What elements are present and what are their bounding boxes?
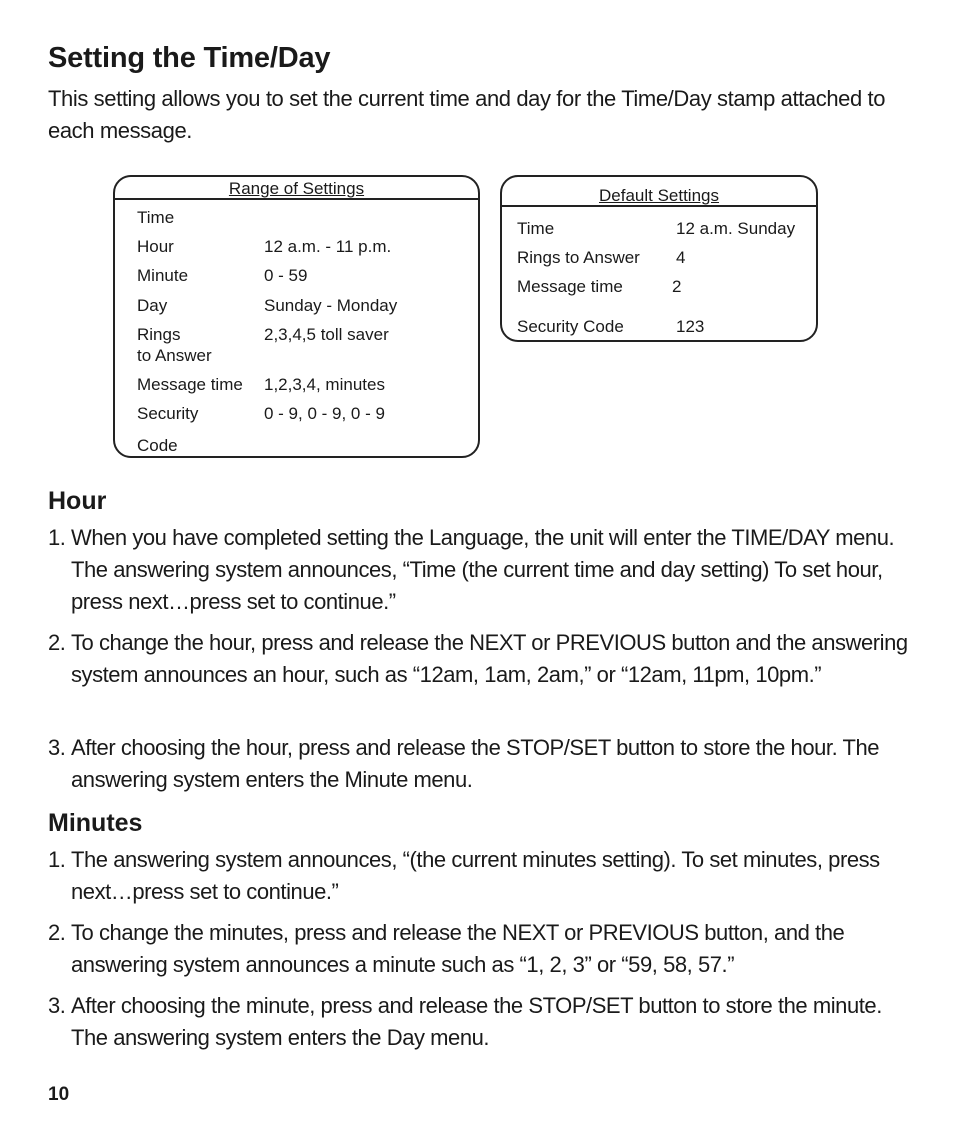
range-row-label: Hour bbox=[137, 237, 174, 256]
step-text: After choosing the minute, press and release the STOP/SET button to store the minute. The answering system enters the Day menu. bbox=[71, 993, 882, 1050]
hour-step bbox=[48, 522, 918, 618]
range-of-settings-box bbox=[113, 175, 480, 458]
step-text: To change the hour, press and release the NEXT or PREVIOUS button and the answering system announces an hour, such as “12am, 1am, 2am,” or “12am, 11pm, 10pm.” bbox=[71, 630, 908, 687]
step-number: 1. bbox=[48, 847, 66, 872]
hour-step bbox=[48, 627, 918, 691]
minutes-step bbox=[48, 917, 918, 981]
default-box-title: Default Settings bbox=[598, 186, 719, 205]
step-number: 3. bbox=[48, 993, 66, 1018]
step-number: 1. bbox=[48, 525, 66, 550]
step-number: 3. bbox=[48, 735, 66, 760]
range-row-label: Time bbox=[137, 208, 175, 227]
minutes-step bbox=[48, 844, 918, 908]
step-text: After choosing the hour, press and release the STOP/SET button to store the hour. The answering system enters the Minute menu. bbox=[71, 735, 880, 792]
step-number: 2. bbox=[48, 630, 66, 655]
default-settings-box bbox=[500, 175, 818, 342]
hour-step bbox=[48, 732, 918, 796]
range-row-value: 2,3,4,5 toll saver bbox=[264, 325, 389, 344]
default-row-value: 12 a.m. Sunday bbox=[676, 219, 796, 238]
default-box-divider bbox=[502, 205, 816, 207]
default-row-label: Message time bbox=[517, 277, 623, 296]
minutes-step bbox=[48, 990, 918, 1054]
step-text: When you have completed setting the Language, the unit will enter the TIME/DAY menu. The answering system announces, “Time (the current time and day setting) To set hour, press next…press set to continue.” bbox=[71, 525, 895, 614]
range-row-label: Minute bbox=[137, 266, 189, 285]
minutes-heading: Minutes bbox=[48, 809, 143, 837]
hour-heading: Hour bbox=[48, 487, 107, 515]
page-number: 10 bbox=[48, 1084, 70, 1105]
range-row-label: Code bbox=[137, 436, 178, 455]
range-row-value: 0 - 59 bbox=[264, 266, 308, 285]
range-row-value: Sunday - Monday bbox=[264, 296, 398, 315]
step-number: 2. bbox=[48, 920, 66, 945]
step-text: To change the minutes, press and release the NEXT or PREVIOUS button, and the answering system announces a minute such as “1, 2, 3” or “59, 58, 57.” bbox=[71, 920, 845, 977]
range-row-label: Security bbox=[137, 404, 199, 423]
default-row-value: 4 bbox=[676, 248, 686, 267]
default-row-label: Rings to Answer bbox=[517, 248, 640, 267]
range-box-divider bbox=[115, 198, 478, 200]
range-row-label: Rings bbox=[137, 325, 181, 344]
intro-paragraph: This setting allows you to set the current time and day for the Time/Day stamp attached to each message. bbox=[48, 86, 886, 143]
default-row-label: Time bbox=[517, 219, 555, 238]
default-row-value: 123 bbox=[676, 317, 705, 336]
range-row-value: 1,2,3,4, minutes bbox=[264, 375, 385, 394]
range-row-label: Day bbox=[137, 296, 168, 315]
range-row-label: Message time bbox=[137, 375, 243, 394]
step-text: The answering system announces, “(the current minutes setting). To set minutes, press next…press set to continue.” bbox=[71, 847, 880, 904]
default-row-value: 2 bbox=[672, 277, 682, 296]
range-row-label-continued: to Answer bbox=[137, 346, 212, 365]
range-row-value: 12 a.m. - 11 p.m. bbox=[264, 237, 392, 256]
range-row-value: 0 - 9, 0 - 9, 0 - 9 bbox=[264, 404, 385, 423]
range-box-title: Range of Settings bbox=[228, 179, 365, 198]
default-row-label: Security Code bbox=[517, 317, 624, 336]
page-title: Setting the Time/Day bbox=[48, 42, 331, 74]
